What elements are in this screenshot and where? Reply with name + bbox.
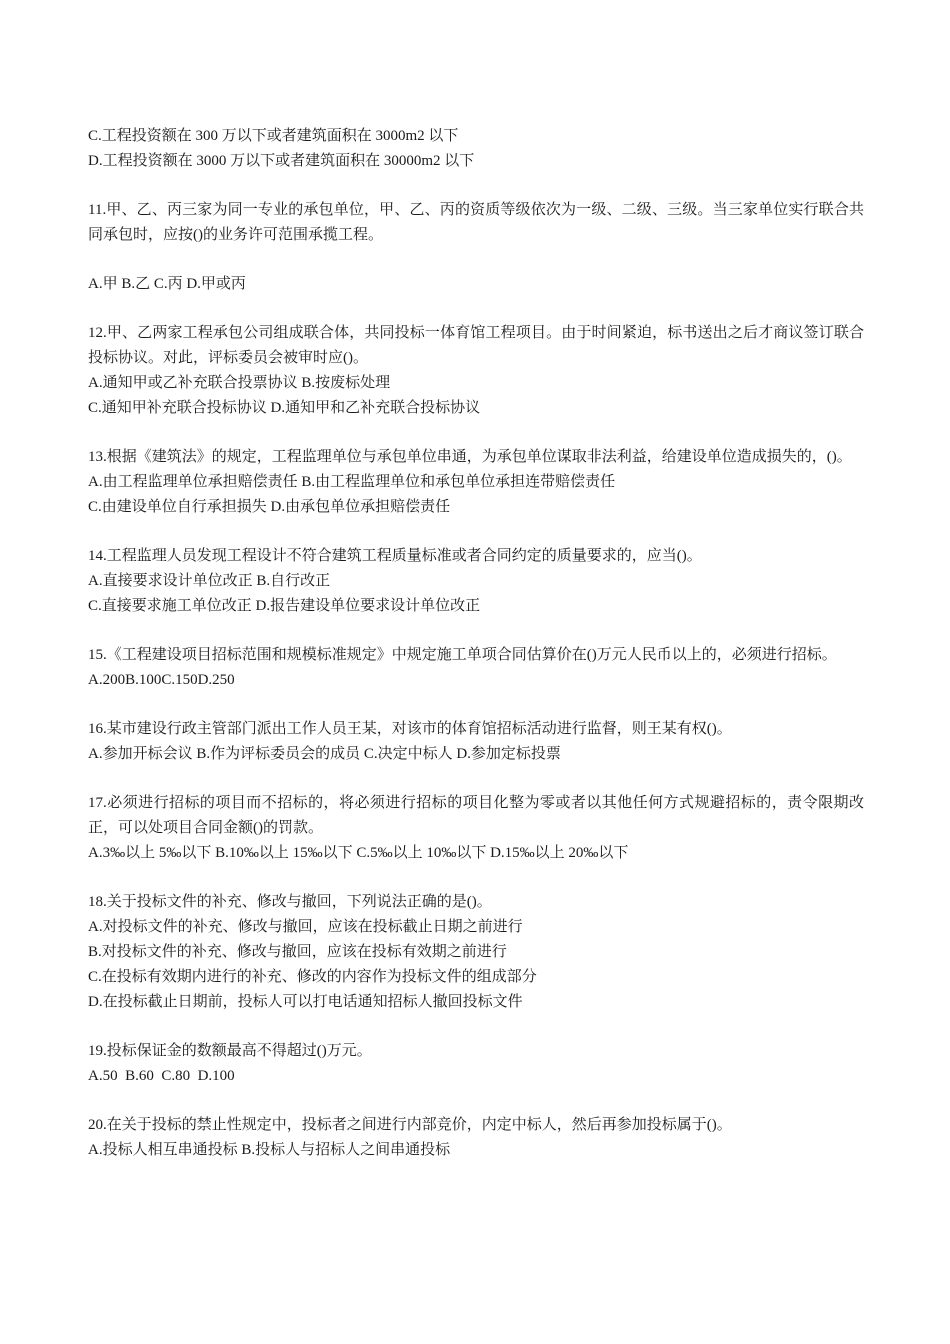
question-stem: 12.甲、乙两家工程承包公司组成联合体，共同投标一体育馆工程项目。由于时间紧迫，标书送出之后才商议签订联合投标协议。对此，评标委员会被审时应()。 [88, 325, 864, 366]
question-10-remaining-options [88, 124, 864, 174]
option-line: A.对投标文件的补充、修改与撤回，应该在投标截止日期之前进行 [88, 919, 523, 935]
question-stem: 15.《工程建设项目招标范围和规模标准规定》中规定施工单项合同估算价在()万元人民币以上的，必须进行招标。 [88, 647, 837, 663]
question-17 [88, 791, 864, 866]
option-line: B.对投标文件的补充、修改与撤回，应该在投标有效期之前进行 [88, 944, 507, 960]
option-line: D.工程投资额在 3000 万以下或者建筑面积在 30000m2 以下 [88, 153, 475, 169]
question-stem: 19.投标保证金的数额最高不得超过()万元。 [88, 1043, 372, 1059]
option-line: A.甲 B.乙 C.丙 D.甲或丙 [88, 276, 246, 292]
question-stem: 11.甲、乙、丙三家为同一专业的承包单位，甲、乙、丙的资质等级依次为一级、二级、三级。当三家单位实行联合共同承包时，应按()的业务许可范围承揽工程。 [88, 202, 864, 243]
option-line: C.由建设单位自行承担损失 D.由承包单位承担赔偿责任 [88, 499, 451, 515]
question-15 [88, 643, 864, 693]
question-stem: 17.必须进行招标的项目而不招标的，将必须进行招标的项目化整为零或者以其他任何方式规避招标的，责令限期改正，可以处项目合同金额()的罚款。 [88, 795, 864, 836]
question-14 [88, 544, 864, 619]
option-line: A.参加开标会议 B.作为评标委员会的成员 C.决定中标人 D.参加定标投票 [88, 746, 561, 762]
document-page [88, 124, 864, 1187]
question-stem: 16.某市建设行政主管部门派出工作人员王某，对该市的体育馆招标活动进行监督，则王某有权()。 [88, 721, 732, 737]
question-20 [88, 1113, 864, 1163]
question-13 [88, 445, 864, 520]
question-stem: 13.根据《建筑法》的规定，工程监理单位与承包单位串通，为承包单位谋取非法利益，给建设单位造成损失的，()。 [88, 449, 852, 465]
option-line: C.工程投资额在 300 万以下或者建筑面积在 3000m2 以下 [88, 128, 459, 144]
question-11 [88, 198, 864, 248]
question-18 [88, 890, 864, 1015]
question-stem: 20.在关于投标的禁止性规定中，投标者之间进行内部竞价，内定中标人，然后再参加投标属于()。 [88, 1117, 732, 1133]
question-11-options [88, 272, 864, 297]
option-line: A.直接要求设计单位改正 B.自行改正 [88, 573, 331, 589]
option-line: A.投标人相互串通投标 B.投标人与招标人之间串通投标 [88, 1142, 451, 1158]
option-line: A.通知甲或乙补充联合投票协议 B.按废标处理 [88, 375, 391, 391]
option-line: A.50 B.60 C.80 D.100 [88, 1068, 235, 1084]
option-line: C.直接要求施工单位改正 D.报告建设单位要求设计单位改正 [88, 598, 481, 614]
option-line: C.在投标有效期内进行的补充、修改的内容作为投标文件的组成部分 [88, 969, 537, 985]
option-line: A.200B.100C.150D.250 [88, 672, 235, 688]
question-stem: 14.工程监理人员发现工程设计不符合建筑工程质量标准或者合同约定的质量要求的，应当()。 [88, 548, 702, 564]
question-16 [88, 717, 864, 767]
option-line: A.由工程监理单位承担赔偿责任 B.由工程监理单位和承包单位承担连带赔偿责任 [88, 474, 616, 490]
option-line: D.在投标截止日期前，投标人可以打电话通知招标人撤回投标文件 [88, 994, 523, 1010]
option-line: C.通知甲补充联合投标协议 D.通知甲和乙补充联合投标协议 [88, 400, 481, 416]
question-stem: 18.关于投标文件的补充、修改与撤回，下列说法正确的是()。 [88, 894, 492, 910]
question-12 [88, 321, 864, 421]
option-line: A.3‰以上 5‰以下 B.10‰以上 15‰以下 C.5‰以上 10‰以下 D.15‰以上 20‰以下 [88, 845, 629, 861]
question-19 [88, 1039, 864, 1089]
